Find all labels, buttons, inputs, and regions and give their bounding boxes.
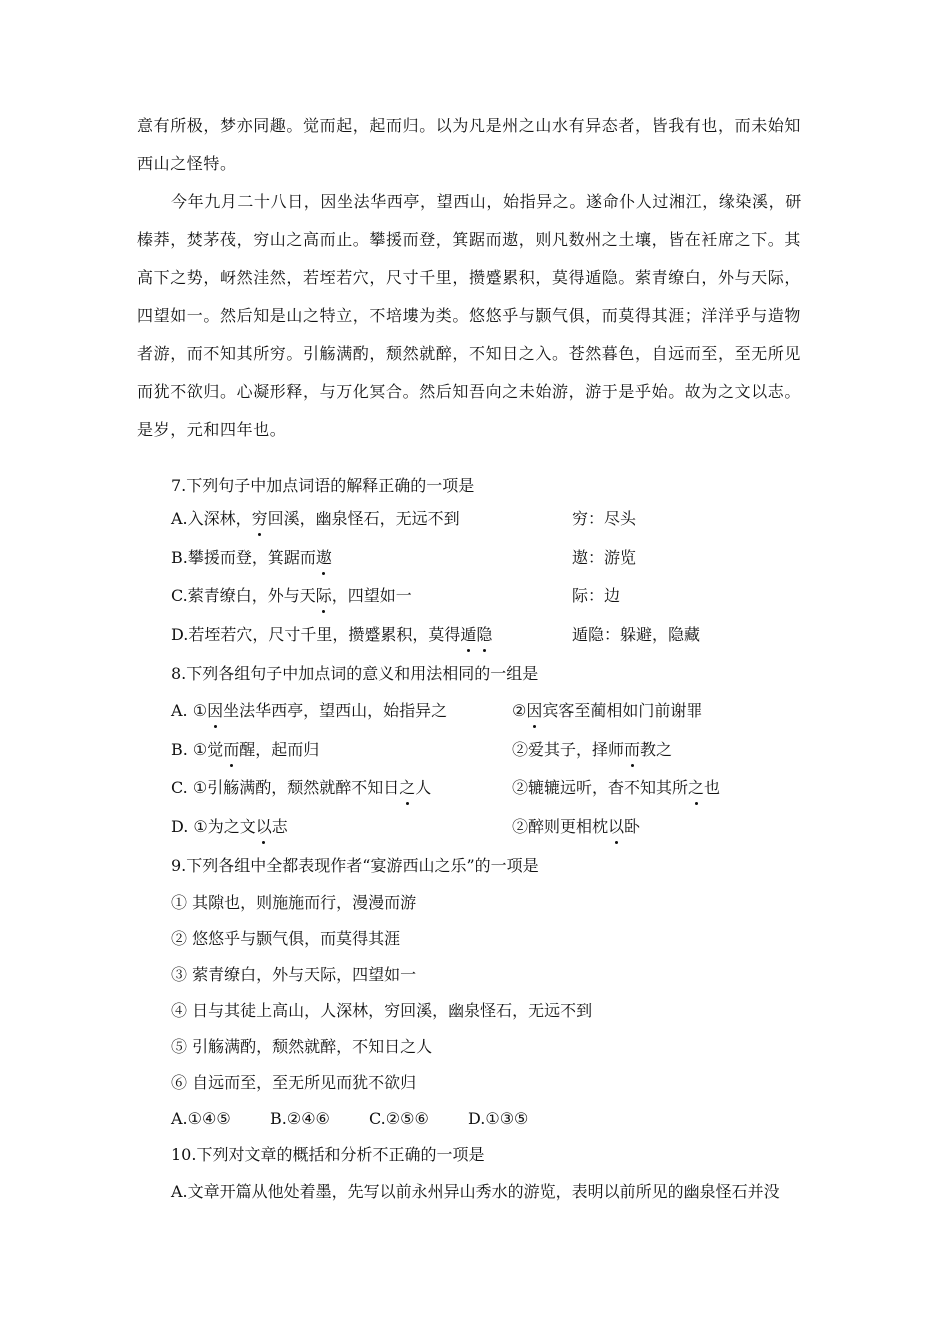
option-text: ②醉则更相枕 (512, 817, 609, 836)
q8-option-b-right (512, 739, 672, 761)
emphasis-dot-word: 因 (526, 701, 543, 720)
passage-line: 西山之怪特。 (137, 154, 237, 173)
passage-line: 今年九月二十八日，因坐法华西亭，望西山，始指异之。遂命仆人过湘江，缘染溪，研 (171, 192, 802, 211)
passage-line: 是岁，元和四年也。 (137, 420, 287, 439)
emphasis-dot-word: 遨 (315, 548, 332, 567)
q7-gloss-b: 遨：游览 (572, 548, 637, 567)
question-7-stem: 7.下列句子中加点词语的解释正确的一项是 (171, 476, 475, 495)
q7-option-c (171, 585, 851, 607)
passage-line: 高下之势，岈然洼然，若垤若穴，尺寸千里，攒蹙累积，莫得遁隐。萦青缭白，外与天际， (137, 268, 802, 287)
q7-gloss-c: 际：边 (572, 586, 621, 605)
q9-option-d: D.①③⑤ (468, 1109, 529, 1128)
option-text: B. ①觉 (171, 740, 224, 759)
option-text: 人 (415, 778, 432, 797)
option-text: ，四望如一 (331, 586, 412, 605)
q9-item: ① 其隙也，则施施而行，漫漫而游 (171, 893, 417, 912)
q9-item: ② 悠悠乎与颢气俱，而莫得其涯 (171, 929, 401, 948)
option-text: 教之 (640, 740, 673, 759)
q9-item: ⑤ 引觞满酌，颓然就醉，不知日之人 (171, 1037, 433, 1056)
passage-line: 意有所极，梦亦同趣。觉而起，起而归。以为凡是州之山水有异态者，皆我有也，而未始知 (137, 116, 802, 135)
emphasis-dot-word: 际 (315, 586, 332, 605)
q8-option-c (171, 777, 851, 799)
passage-line: 四望如一。然后知是山之特立，不培塿为类。悠悠乎与颢气俱，而莫得其涯；洋洋乎与造物 (137, 306, 802, 325)
option-text: A.入深林， (171, 509, 252, 528)
q9-option-a: A.①④⑤ (171, 1109, 231, 1128)
passage-line: 榛莽，焚茅茷，穷山之高而止。攀援而登，箕踞而遨，则凡数州之土壤，皆在衽席之下。其 (137, 230, 802, 249)
q7-option-d (171, 624, 851, 646)
q7-gloss-d: 遁隐：躲避，隐藏 (572, 625, 701, 644)
q8-option-c-right (512, 777, 720, 799)
q7-option-b (171, 547, 851, 569)
q9-item: ⑥ 自远而至，至无所见而犹不欲归 (171, 1073, 417, 1092)
question-9-stem: 9.下列各组中全都表现作者“宴游西山之乐”的一项是 (171, 856, 539, 875)
option-text: 坐法华西亭，望西山，始指异之 (223, 701, 448, 720)
q9-item: ③ 萦青缭白，外与天际，四望如一 (171, 965, 417, 984)
emphasis-dot-word: 以 (608, 817, 625, 836)
option-text: 志 (271, 817, 288, 836)
q9-option-b: B.②④⑥ (270, 1109, 330, 1128)
question-10-stem: 10.下列对文章的概括和分析不正确的一项是 (171, 1145, 485, 1164)
option-text: 卧 (624, 817, 641, 836)
q8-option-d-right (512, 816, 640, 838)
emphasis-dot-word: 以 (255, 817, 272, 836)
q8-option-a-right (512, 700, 702, 722)
option-text: D.若垤若穴，尺寸千里，攒蹙累积，莫得 (171, 625, 461, 644)
passage-line: 而犹不欲归。心凝形释，与万化冥合。然后知吾向之未始游，游于是乎始。故为之文以志。 (137, 382, 802, 401)
q8-option-d (171, 816, 851, 838)
option-text: D. ①为之文 (171, 817, 256, 836)
emphasis-dot-word: 之 (688, 778, 705, 797)
q7-option-a (171, 508, 851, 530)
option-text: ② (512, 701, 527, 720)
option-text: A. ① (171, 701, 208, 720)
option-text: 回溪，幽泉怪石，无远不到 (267, 509, 460, 528)
emphasis-dot-word: 而 (624, 740, 641, 759)
q8-option-b (171, 739, 851, 761)
emphasis-dot-word: 之 (399, 778, 416, 797)
emphasis-dot-word: 遁 (460, 625, 477, 644)
emphasis-dot-word: 而 (223, 740, 240, 759)
option-text: 宾客至蔺相如门前谢罪 (542, 701, 703, 720)
option-text: B.攀援而登，箕踞而 (171, 548, 316, 567)
emphasis-dot-word: 穷 (251, 509, 268, 528)
q10-option-a: A.文章开篇从他处着墨，先写以前永州异山秀水的游览，表明以前所见的幽泉怪石并没 (171, 1182, 780, 1201)
q8-option-a (171, 700, 851, 722)
q7-gloss-a: 穷：尽头 (572, 509, 637, 528)
q9-option-c: C.②⑤⑥ (369, 1109, 429, 1128)
option-text: C. ①引觞满酌，颓然就醉不知日 (171, 778, 400, 797)
option-text: ②辘辘远听，杳不知其所 (512, 778, 689, 797)
q9-item: ④ 日与其徒上高山，人深林，穷回溪，幽泉怪石，无远不到 (171, 1001, 593, 1020)
option-text: ②爱其子，择师 (512, 740, 625, 759)
option-text: 也 (704, 778, 721, 797)
option-text: C.萦青缭白，外与天 (171, 586, 316, 605)
emphasis-dot-word: 隐 (476, 625, 493, 644)
emphasis-dot-word: 因 (207, 701, 224, 720)
option-text: 醒，起而归 (239, 740, 320, 759)
passage-line: 者游，而不知其所穷。引觞满酌，颓然就醉，不知日之入。苍然暮色，自远而至，至无所见 (137, 344, 802, 363)
question-8-stem: 8.下列各组句子中加点词的意义和用法相同的一组是 (171, 664, 539, 683)
